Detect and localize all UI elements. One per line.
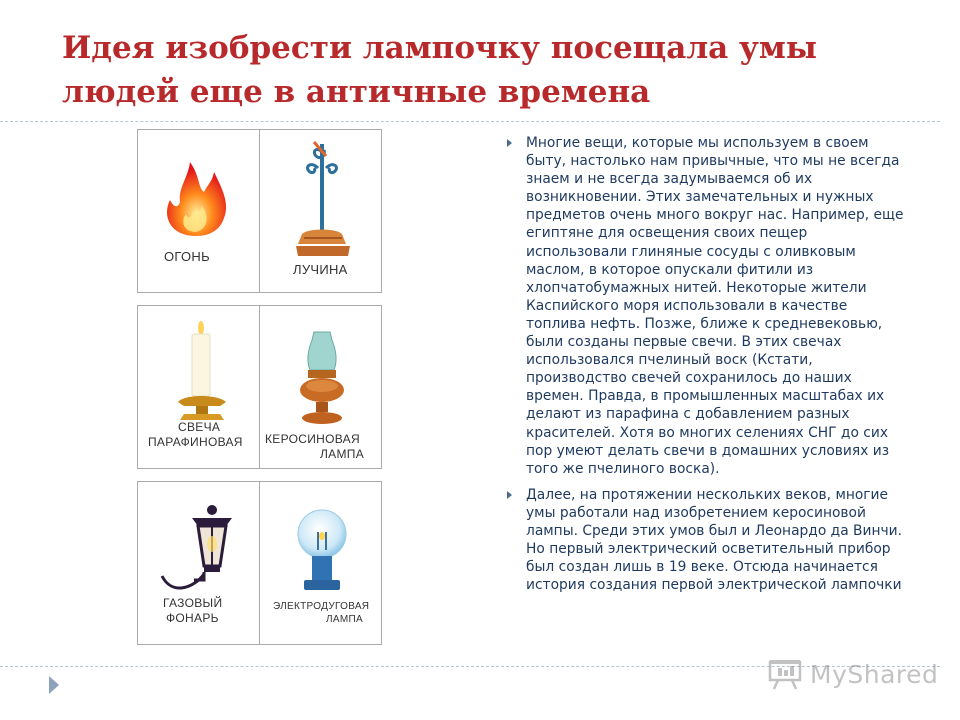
splinter-holder-icon [288,138,358,263]
arc-lamp-icon [292,508,352,594]
triangle-nav-icon[interactable] [49,676,59,694]
fire-icon [156,158,236,238]
caption-fire: ОГОНЬ [164,249,210,264]
projector-screen-icon [768,658,802,690]
slide-title: Идея изобрести лампочку посещала умы людей еще в античные времена [62,30,817,110]
bullet-arrow-icon [507,491,512,499]
gas-lantern-icon [154,504,244,596]
title-divider [0,121,940,122]
bullet-item-1 [500,134,910,478]
kerosene-lamp-icon [294,326,350,436]
illustration-card-fire-splinter [137,129,382,293]
caption-splinter: ЛУЧИНА [293,262,348,277]
caption-arc-line2: ЛАМПА [326,614,363,625]
body-text [500,134,910,602]
caption-lantern-line2: ФОНАРЬ [166,611,219,625]
bullet-item-2 [500,486,910,595]
caption-arc-line1: ЭЛЕКТРОДУГОВАЯ [273,601,370,612]
caption-lantern-line1: ГАЗОВЫЙ [163,596,223,610]
card-cell-arc-lamp [260,482,381,644]
card-cell-gas-lantern [138,482,259,644]
caption-lamp-line1: КЕРОСИНОВАЯ [265,432,360,446]
card-cell-splinter [260,130,381,292]
illustration-card-lantern-arc-lamp [137,481,382,645]
card-cell-candle [138,306,259,468]
illustration-card-candle-lamp [137,305,382,469]
bullet-text-2: Далее, на протяжении нескольких веков, многие умы работали над изобретением керосиновой лампы. Среди этих умов был и Леонардо да Винчи. Но первый электрический осветительный прибор был создан лишь в 19 веке. Отсюда начинается история создания первой электрической лампочки [526,486,902,594]
card-cell-kerosene-lamp [260,306,381,468]
caption-lamp-line2: ЛАМПА [320,447,365,461]
watermark-text: MyShared [810,659,939,689]
caption-candle-line2: ПАРАФИНОВАЯ [148,435,243,449]
bullet-arrow-icon [507,139,512,147]
caption-candle-line1: СВЕЧА [178,420,221,434]
bullet-text-1: Многие вещи, которые мы используем в своем быту, настолько нам привычные, что мы не всегда знаем и не всегда задумываемся об их возникновении. Этих замечательных и нужных предметов очень много вокруг нас. Например, еще египтяне для освещения своих пещер использовали глиняные сосуды с оливковым маслом, в которое опускали фитили из хлопчатобумажных нитей. Некоторые жители Каспийского моря использовали в качестве топлива нефть. Позже, ближе к средневековью, были созданы первые свечи. В этих свечах использовался пчелиный воск (Кстати, производство свечей сохранилось до наших времен. Правда, в промышленных масштабах их делают из парафина с добавлением разных красителей. Хотя во многих селениях СНГ до сих пор умеют делать свечи в домашних условиях из того же пчелиного воска). [526,135,904,477]
card-cell-fire [138,130,259,292]
candle-icon [174,320,230,430]
watermark-logo [768,656,938,692]
